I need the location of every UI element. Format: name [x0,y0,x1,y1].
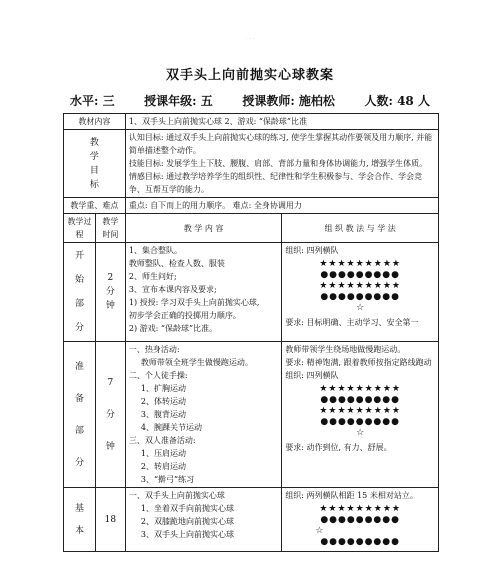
teacher-star-icon: ☆ [356,428,365,438]
stage-name: 准 备 部 分 [64,342,96,488]
header-content: 教 学 内 容 [125,214,281,243]
stage-name: 开 始 部 分 [64,243,96,342]
teacher-star-icon: ☆ [315,526,324,536]
goal-cognitive: 认知目标: 通过双手头上向前抛实心球的练习, 使学生掌握其动作要领及用力顺序, 并能简单描述整个动作。 [128,133,433,155]
meta-level: 水平: 三 [70,94,115,108]
stage-time: 7 分 钟 [95,342,125,488]
stage-name: 基 本 [64,488,96,552]
meta-teacher: 授课教师: 施柏松 [242,94,335,108]
goals-label: 教 学 目 标 [64,130,126,198]
keypoints-row [64,198,439,214]
stage-method: 组织: 四列横队 ★★★★★★★★★ ●●●●●●●●● ★★★★★★★★★ ●●●●●●●●● ☆ 要求: 目标明确、主动学习、安全第一 [282,243,439,342]
stage-time: 2 分 钟 [95,243,125,342]
page-title: 双手头上向前抛实心球教案 [165,68,334,83]
keypoints-value: 重点: 自下而上的用力顺序。 难点: 全身协调用力 [125,198,438,214]
stage-method: 教师带领学生绕场地做慢跑运动。 要求: 精神饱满, 跟着教师按指定路线跑动 组织: 四列横队 ★★★★★★★★★ ●●●●●●●●● ★★★★★★★★★ ●●●●●●●●● ☆ 要求: 动作到位, 有力、舒展。 [282,342,439,488]
stage-method: 组织: 两列横队相距 15 米相对站立。 ★★★★★★★★★ ●●●●●●●●● ☆ ●●●●●●●●● [282,488,439,552]
content-value: 1、双手头上向前抛实心球 2、游戏: “保龄球”比准 [125,114,438,130]
goals-row [64,130,439,198]
goal-affective: 情感目标: 通过教学培养学生的组织性、纪律性和学生积极参与、学会合作、学会竞争、互帮互学的能力。 [128,172,423,194]
stage-content: 一、热身活动: 教师带领全班学生做慢跑运动。 二、个人徒手操: 1、扩胸运动 2、体转运动 3、腹背运动 4、腕踝关节运动 三、双人准备活动: 1、压肩运动 2、转肩运动 3、“擀弓”练习 [125,342,281,488]
content-row [64,114,439,130]
teacher-star-icon: ☆ [356,303,365,313]
stage-content: 1、集合整队。 教师整队、检查人数、服装 2、师生问好; 3、宣布本课内容及要求; 1) 授授: 学习双手头上向前抛实心球, 初步学会正确的投掷用力顺序。 2) 游戏: “保龄球”比准。 [125,243,281,342]
content-label: 教材内容 [64,114,126,130]
column-header-row [64,214,439,243]
header-method: 组 织 教 法 与 学 法 [282,214,439,243]
keypoints-label: 教学重、难点 [64,198,126,214]
header-time: 教学时间 [95,214,125,243]
stage-row-warmup [64,342,439,488]
header-process: 教学过程 [64,214,96,243]
formation-diagram: ★★★★★★★★★ ●●●●●●●●● ★★★★★★★★★ ●●●●●●●●● ☆ [285,259,435,314]
stage-row-start [64,243,439,342]
goal-skill: 技能目标: 发展学生上下肢、腰腹、肩部、背部力量和身体协调能力, 增强学生体质。 [128,159,428,168]
formation-diagram: ★★★★★★★★★ ●●●●●●●●● ☆ ●●●●●●●●● [285,504,435,548]
formation-diagram: ★★★★★★★★★ ●●●●●●●●● ★★★★★★★★★ ●●●●●●●●● ☆ [285,384,435,439]
lesson-plan-table [63,113,439,552]
meta-count: 人数: 48 人 [364,94,430,108]
goals-text [125,130,438,198]
lesson-meta [70,92,430,109]
stage-row-basic [64,488,439,552]
meta-grade: 授课年级: 五 [144,94,213,108]
stage-time: 18 [95,488,125,552]
header-watermark: · · · [246,36,254,42]
stage-content: 一、双手头上向前抛实心球 1、坐着双手向前抛实心球 2、双膝跪地向前抛实心球 3、双手头上向前抛实心球 [125,488,281,552]
